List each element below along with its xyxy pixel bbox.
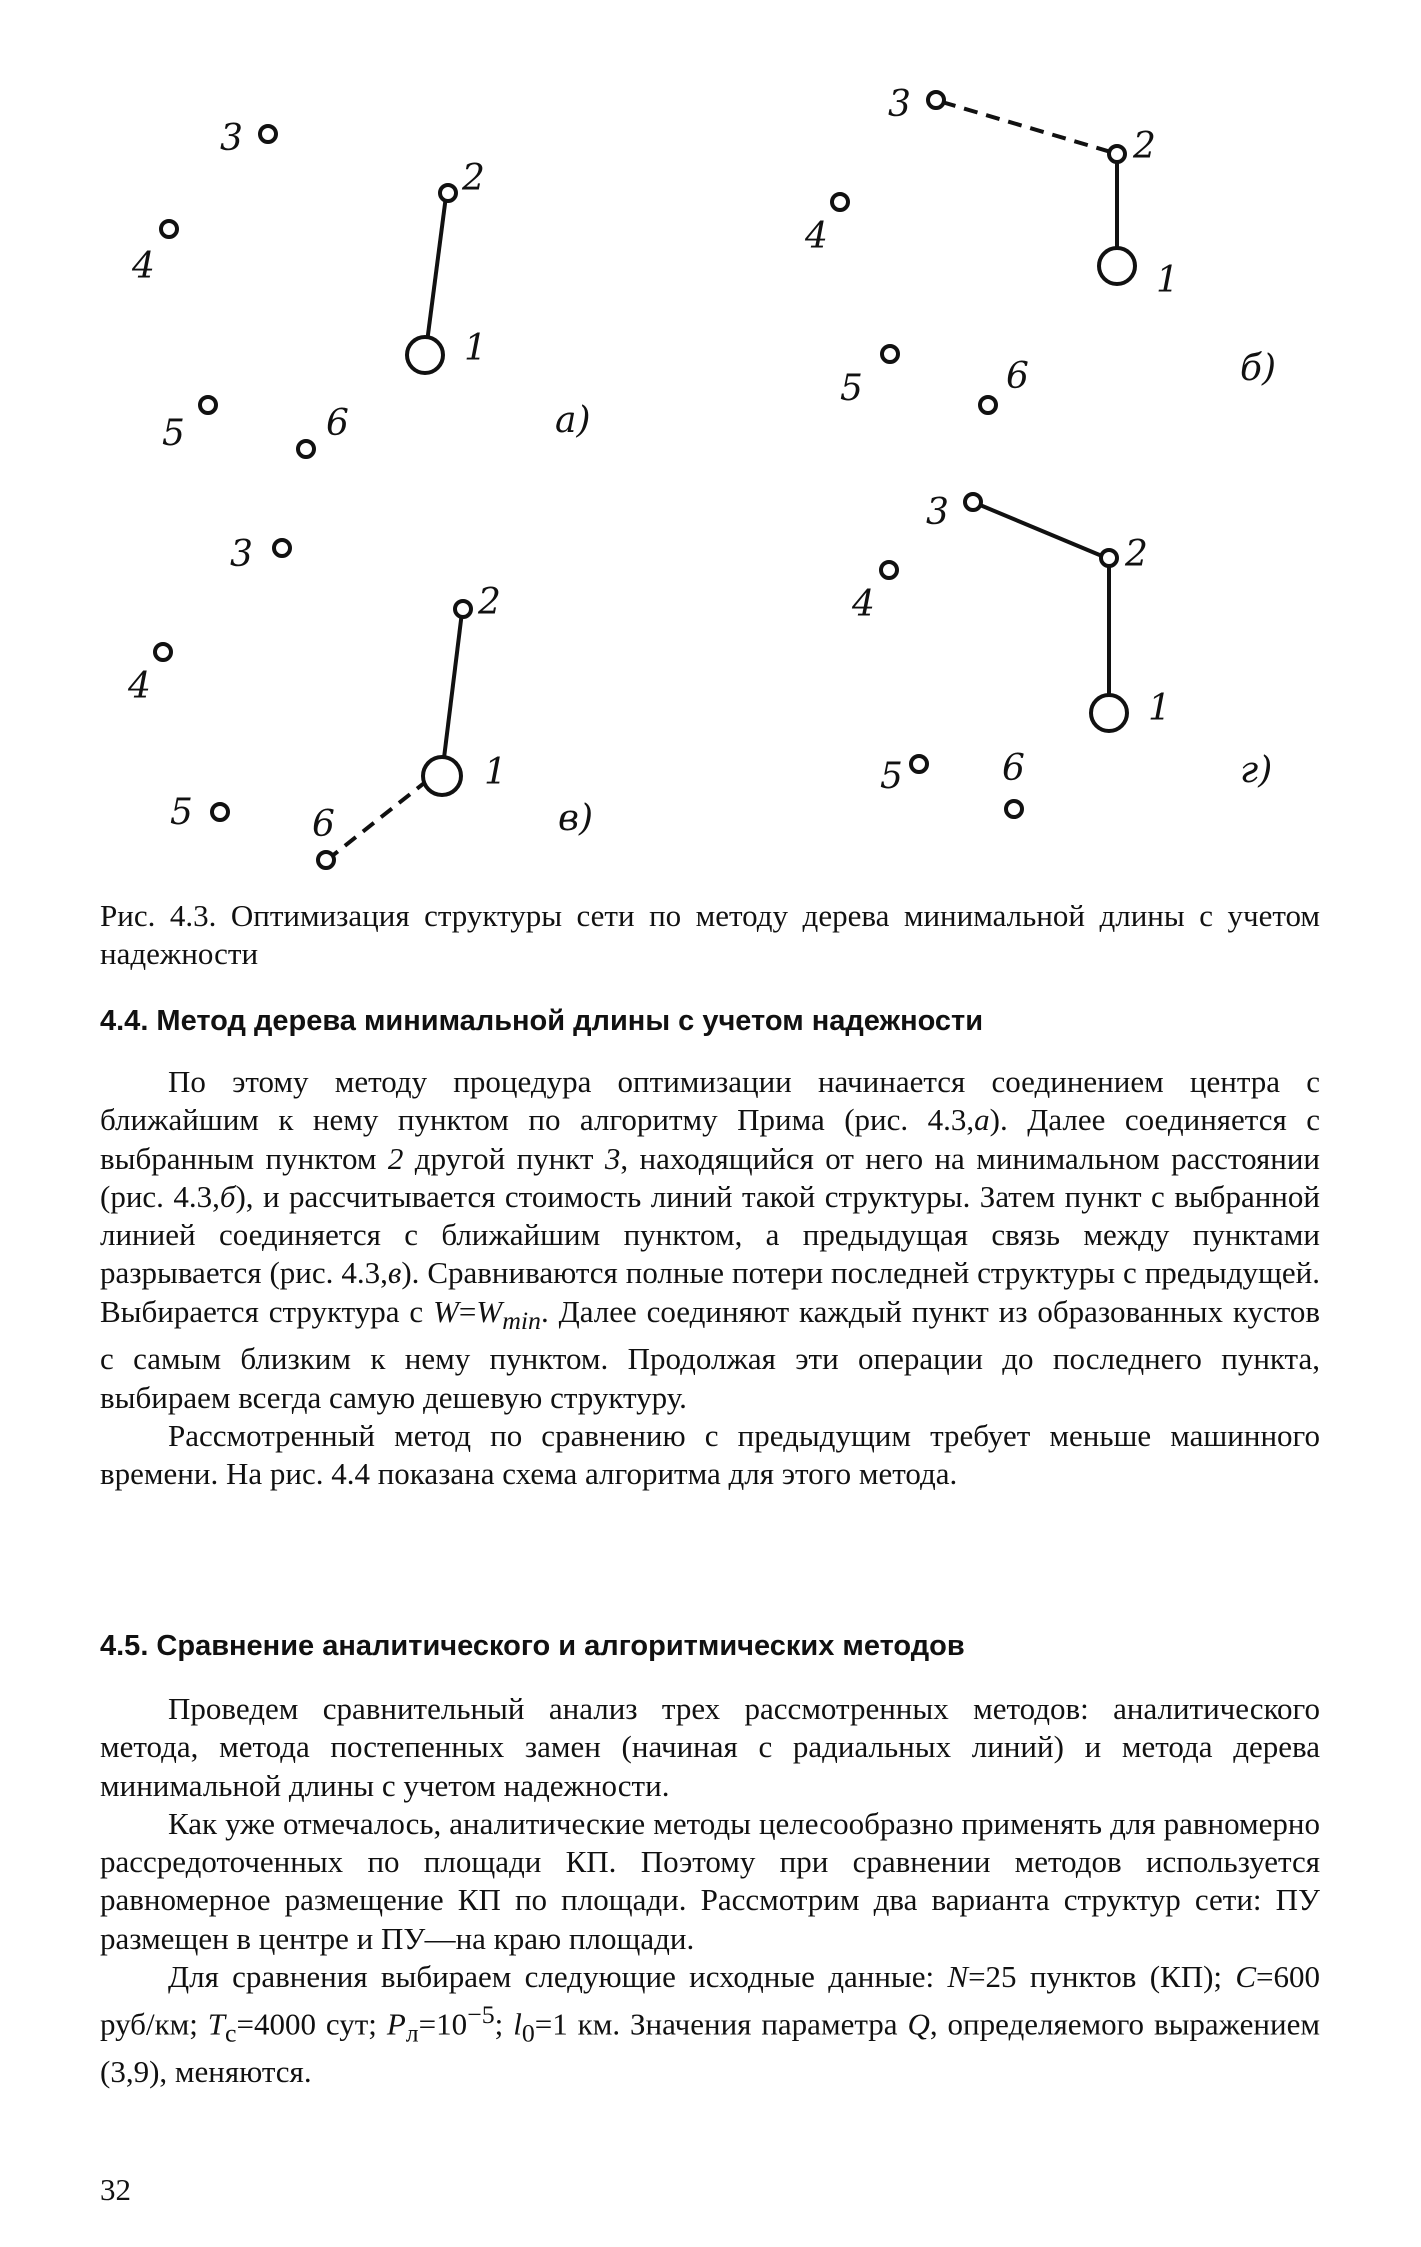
node-1 bbox=[423, 757, 461, 795]
node-5 bbox=[882, 346, 898, 362]
node-5 bbox=[911, 756, 927, 772]
figure-4-3 bbox=[100, 60, 1330, 880]
node-3 bbox=[274, 540, 290, 556]
node-label-5: 5 bbox=[162, 413, 185, 454]
node-6 bbox=[1006, 801, 1022, 817]
panel-a bbox=[131, 118, 591, 457]
node-label-3: 3 bbox=[888, 84, 911, 125]
node-4 bbox=[161, 221, 177, 237]
node-label-1: 1 bbox=[1156, 260, 1179, 301]
node-label-3: 3 bbox=[926, 492, 949, 533]
paragraph: По этому методу процедура оптимизации начинается соединением центра с ближайшим к нему пунктом по алгоритму Прима (рис. 4.3,а). Далее соединяется с выбранным пунктом 2 другой пункт 3, находящийся от него на минимальном расстоянии (рис. 4.3,б), и рассчитывается стоимость линий такой структуры. Затем пункт с выбранной линией соединяется с ближайшим пунктом, а предыдущая связь между пунктами разрывается (рис. 4.3,в). Сравниваются полные потери последней структуры с предыдущей. Выбирается структура с $W=W_{min}$. Далее соединяют каждый пункт из образованных кустов с самым близким к нему пунктом. Продолжая эти операции до последнего пункта, выбираем всегда самую дешевую структуру. bbox=[100, 1064, 1321, 1415]
panel-v bbox=[127, 534, 593, 868]
edge-3-2 bbox=[942, 102, 1111, 152]
paragraph: Рассмотренный метод по сравнению с предыдущим требует меньше машинного времени. На рис. 4.4 показана схема алгоритма для этого метода. bbox=[100, 1417, 1320, 1492]
node-2 bbox=[455, 601, 471, 617]
edge-1-2 bbox=[426, 196, 446, 350]
panel-tag-v: в) bbox=[558, 798, 593, 839]
node-label-2: 2 bbox=[478, 582, 501, 623]
panel-tag-b: б) bbox=[1240, 348, 1277, 389]
node-label-5: 5 bbox=[170, 792, 193, 833]
node-label-1: 1 bbox=[484, 752, 507, 793]
node-label-6: 6 bbox=[326, 403, 349, 444]
node-label-1: 1 bbox=[1148, 688, 1171, 729]
page-number: 32 bbox=[100, 2172, 131, 2207]
node-4 bbox=[832, 194, 848, 210]
node-2 bbox=[1101, 550, 1117, 566]
edge-1-6 bbox=[332, 780, 428, 856]
node-3 bbox=[260, 126, 276, 142]
node-label-5: 5 bbox=[880, 756, 903, 797]
node-4 bbox=[881, 562, 897, 578]
figure-caption: Рис. 4.3. Оптимизация структуры сети по методу дерева минимальной длины с учетом надежности bbox=[100, 898, 1320, 971]
node-5 bbox=[212, 804, 228, 820]
node-label-4: 4 bbox=[852, 584, 875, 625]
panel-tag-a: а) bbox=[555, 400, 591, 441]
node-3 bbox=[965, 494, 981, 510]
section-heading-4-5: 4.5. Сравнение аналитического и алгоритмических методов bbox=[100, 1630, 965, 1662]
node-label-6: 6 bbox=[1002, 748, 1025, 789]
section-4-5-body bbox=[100, 1690, 1320, 2091]
node-label-4: 4 bbox=[805, 216, 828, 257]
edge-3-2 bbox=[980, 505, 1102, 556]
node-6 bbox=[318, 852, 334, 868]
node-5 bbox=[200, 397, 216, 413]
node-label-1: 1 bbox=[464, 328, 487, 369]
node-6 bbox=[298, 441, 314, 457]
node-label-6: 6 bbox=[312, 804, 335, 845]
edge-1-2 bbox=[444, 612, 462, 758]
node-label-2: 2 bbox=[462, 158, 485, 199]
paragraph: Как уже отмечалось, аналитические методы целесообразно применять для равномерно рассредоточенных по площади КП. Поэтому при сравнении методов используется равномерное размещение КП по площади. Рассмотрим два варианта структур сети: ПУ размещен в центре и ПУ—на краю площади. bbox=[100, 1805, 1320, 1956]
node-4 bbox=[155, 644, 171, 660]
section-heading-4-4: 4.4. Метод дерева минимальной длины с учетом надежности bbox=[100, 1005, 984, 1037]
node-2 bbox=[1109, 146, 1125, 162]
node-label-3: 3 bbox=[230, 534, 253, 575]
node-2 bbox=[440, 185, 456, 201]
network-diagrams bbox=[100, 60, 1330, 880]
paragraph: Проведем сравнительный анализ трех рассмотренных методов: аналитического метода, метода постепенных замен (начиная с радиальных линий) и метода дерева минимальной длины с учетом надежности. bbox=[100, 1691, 1320, 1803]
node-label-2: 2 bbox=[1133, 126, 1156, 167]
node-label-3: 3 bbox=[220, 118, 243, 159]
node-6 bbox=[980, 397, 996, 413]
node-label-6: 6 bbox=[1006, 356, 1029, 397]
node-label-5: 5 bbox=[840, 368, 863, 409]
node-1 bbox=[1091, 695, 1127, 731]
node-3 bbox=[928, 92, 944, 108]
node-1 bbox=[407, 337, 443, 373]
paragraph: Для сравнения выбираем следующие исходные данные: N=25 пунктов (КП); C=600 руб/км; $T_с=4000$ сут; $P_л=10^{-5}$; $l_0=1$ км. Значения параметра Q, определяемого выражением (3,9), меняются. bbox=[100, 1959, 1320, 2090]
node-label-4: 4 bbox=[128, 666, 151, 707]
panel-g bbox=[851, 492, 1272, 817]
panel-b bbox=[804, 84, 1276, 413]
node-label-4: 4 bbox=[132, 246, 155, 287]
section-4-4-body bbox=[100, 1063, 1320, 1493]
node-label-2: 2 bbox=[1125, 534, 1148, 575]
node-1 bbox=[1099, 248, 1135, 284]
panel-tag-g: г) bbox=[1240, 750, 1273, 791]
